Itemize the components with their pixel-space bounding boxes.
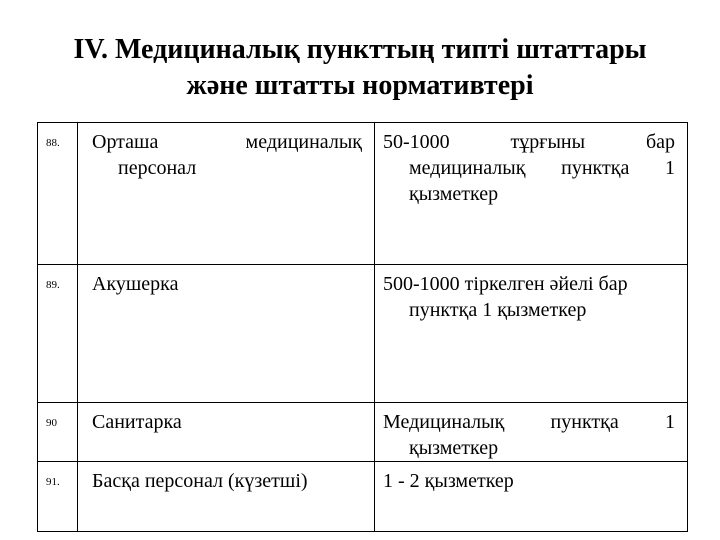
row-number: 89. (38, 265, 78, 403)
table-row (38, 123, 688, 265)
staff-norm-cell (375, 462, 688, 532)
table-row (38, 462, 688, 532)
staff-norm-line: 1 - 2 қызметкер (383, 470, 514, 492)
staff-role-line: Санитарка (92, 411, 182, 433)
row-number: 91. (38, 462, 78, 532)
staff-norm-line: 500-1000 тіркелген әйелі бар (383, 273, 628, 295)
staff-role-cell (78, 403, 375, 462)
row-number: 90 (38, 403, 78, 462)
title-line-2: және штатты нормативтері (186, 70, 534, 101)
staff-norm-line: қызметкер (409, 183, 499, 205)
staff-role-line: Орташа медициналық (92, 131, 362, 153)
staff-norm-line: қызметкер (409, 437, 499, 459)
staff-norm-line: пунктқа 1 қызметкер (409, 299, 587, 321)
title-line-1: IV. Медициналық пункттың типті штаттары (73, 34, 647, 65)
staff-role-line: Басқа персонал (күзетші) (92, 470, 308, 492)
table-row (38, 265, 688, 403)
slide-title (0, 32, 720, 104)
staff-norm-line: медициналық пунктқа 1 (409, 157, 675, 179)
staff-role-cell (78, 265, 375, 403)
staff-role-cell (78, 462, 375, 532)
table-row (38, 403, 688, 462)
staff-role-line: Акушерка (92, 273, 179, 295)
staff-role-cell (78, 123, 375, 265)
staff-role-line: персонал (118, 157, 197, 179)
staff-norm-cell (375, 403, 688, 462)
staff-norm-cell (375, 123, 688, 265)
staff-norm-line: Медициналық пунктқа 1 (383, 411, 675, 433)
staffing-table (37, 122, 688, 532)
row-number: 88. (38, 123, 78, 265)
staff-norm-line: 50-1000 тұрғыны бар (383, 131, 675, 153)
staff-norm-cell (375, 265, 688, 403)
